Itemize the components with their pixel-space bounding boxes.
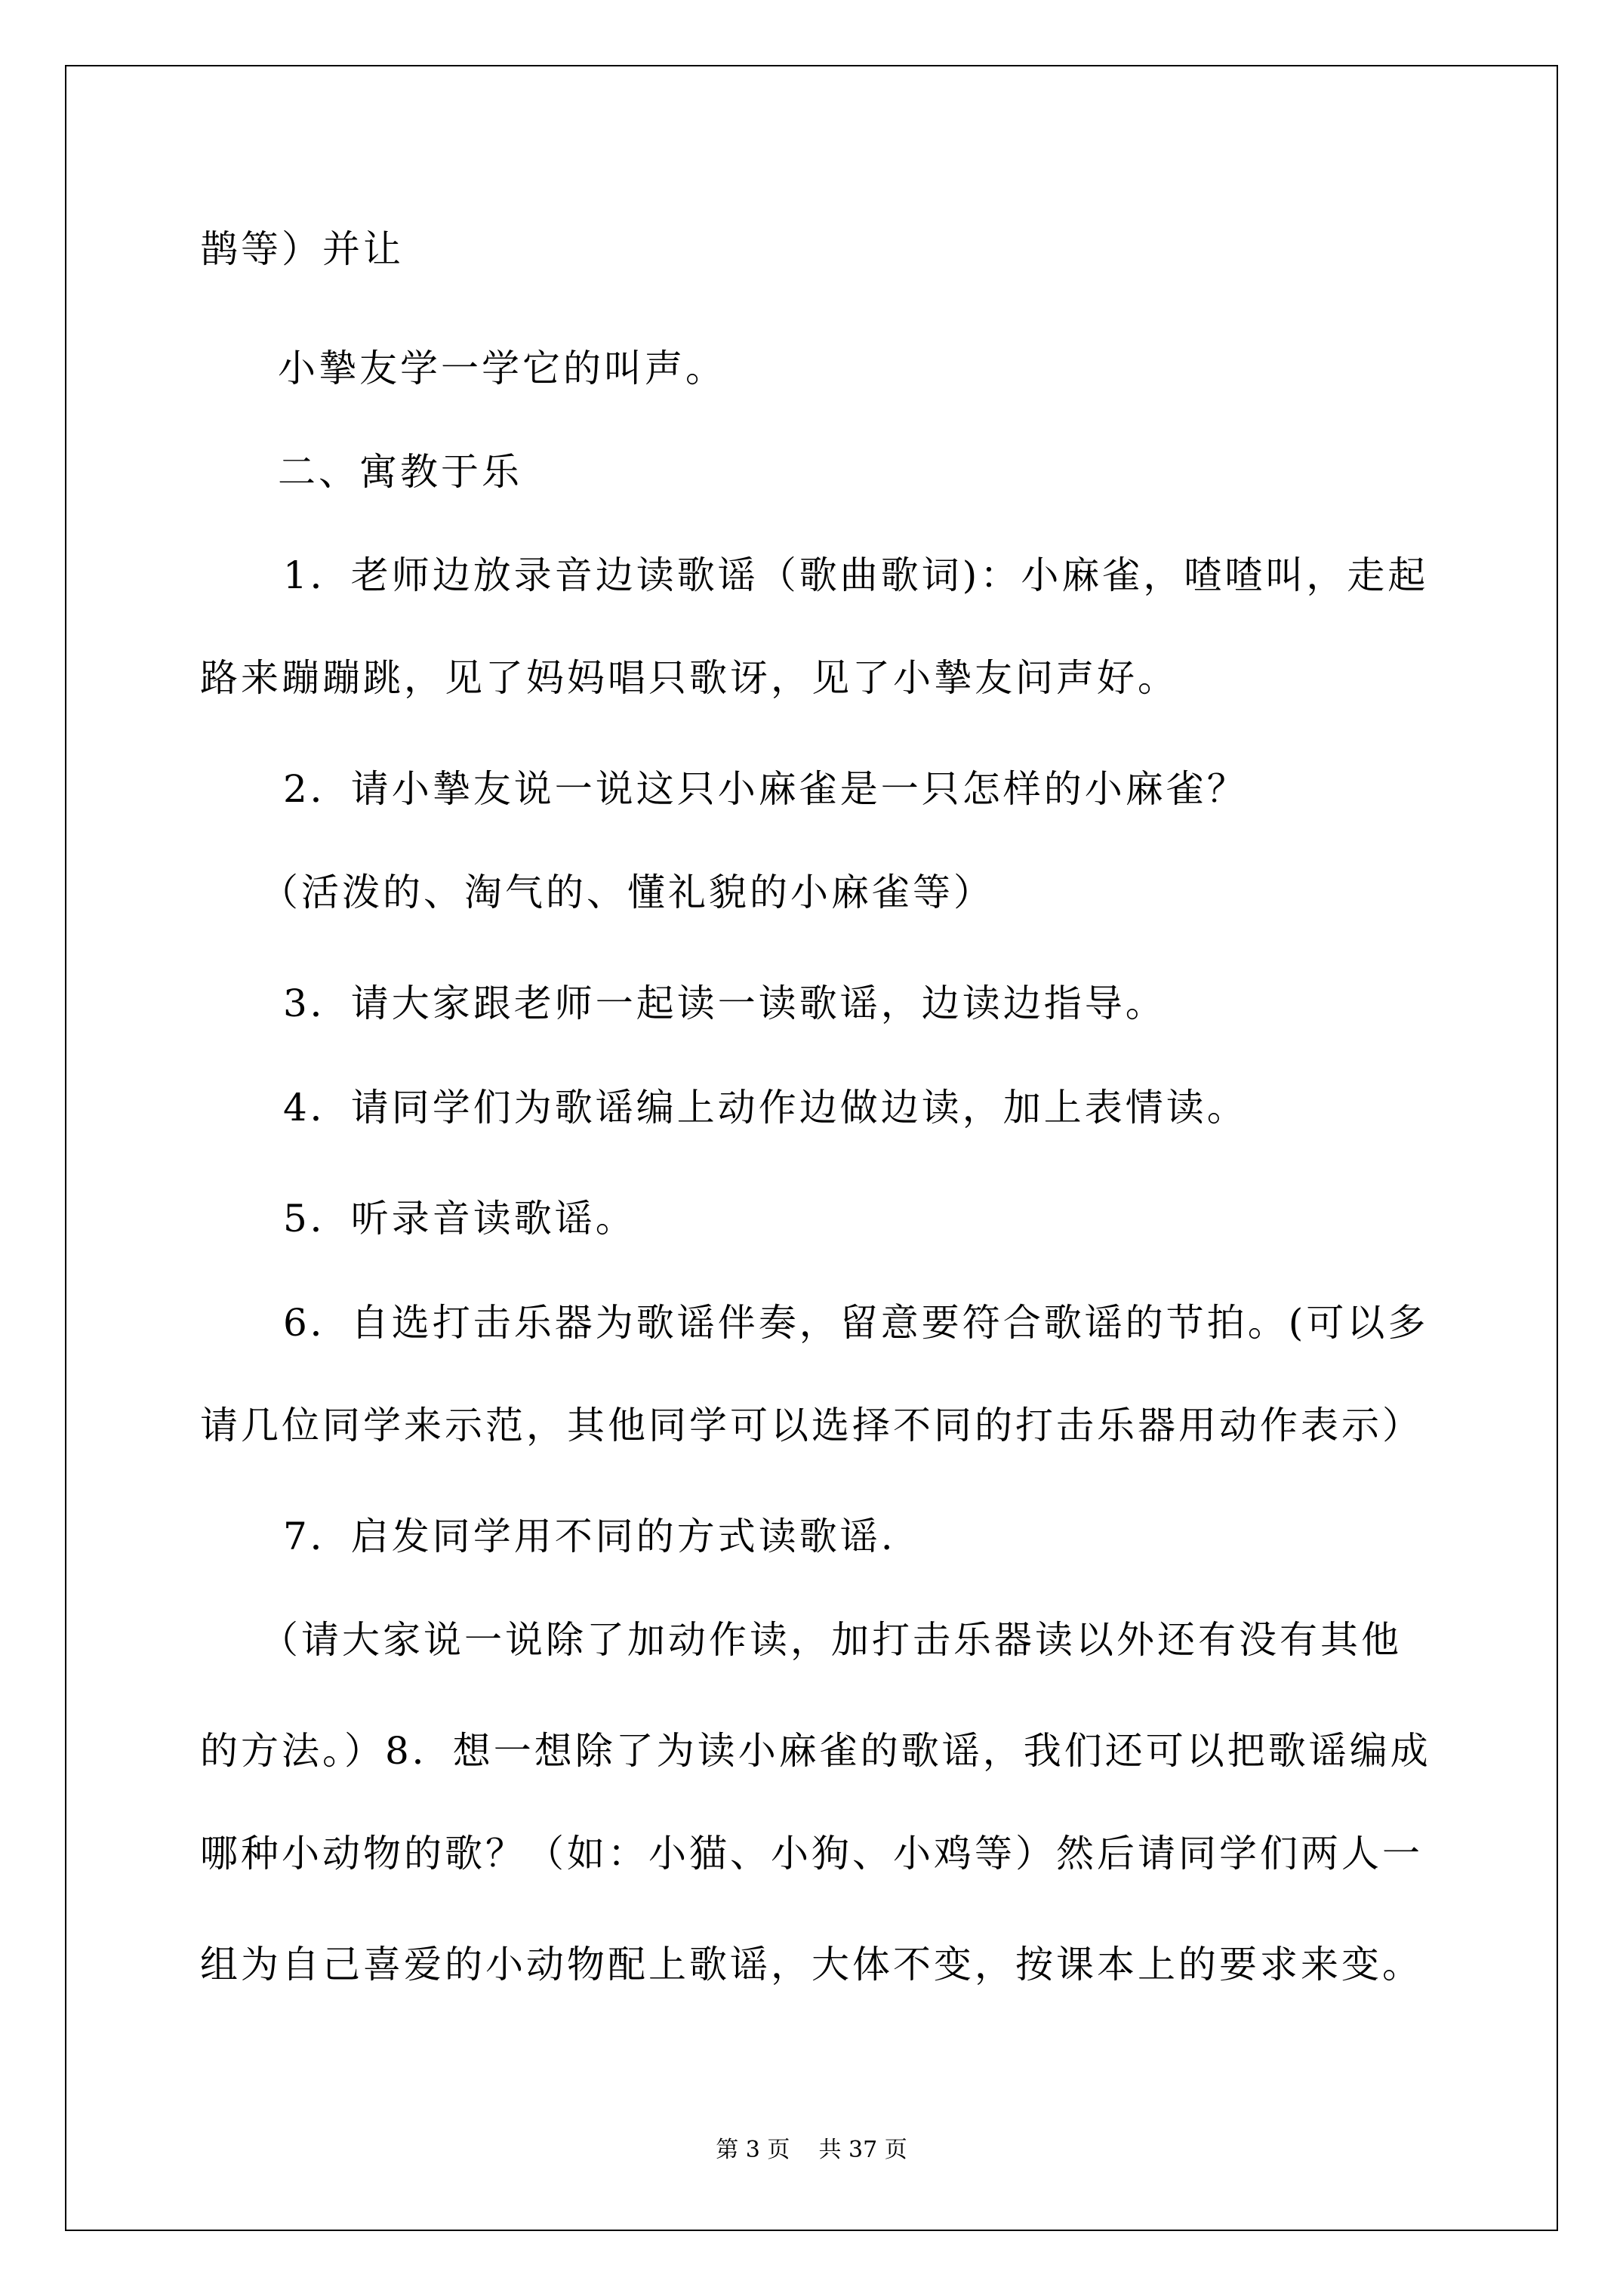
text-line-10: 5．听录音读歌谣。 — [283, 1197, 636, 1240]
text-line-5: 路来蹦蹦跳，见了妈妈唱只歌讶，见了小摯友问声好。 — [200, 656, 1178, 700]
text-line-7: （活泼的、淘气的、懂礼貌的小麻雀等） — [260, 871, 994, 914]
text-line-11: 6．自选打击乐器为歌谣伴奏，留意要符合歌谣的节拍。(可以多 — [283, 1301, 1429, 1345]
text-line-4: 1．老师边放录音边读歌谣（歌曲歌词)：小麻雀，喳喳叫，走起 — [283, 553, 1429, 597]
text-line-14: （请大家说一说除了加动作读，加打击乐器读以外还有没有其他 — [260, 1618, 1402, 1662]
page-number-footer: 第 3 页 共 37 页 — [716, 2137, 907, 2163]
text-line-12: 请几位同学来示范，其他同学可以选择不同的打击乐器用动作表示） — [200, 1404, 1423, 1447]
text-line-15: 的方法。）8．想一想除了为读小麻雀的歌谣，我们还可以把歌谣编成 — [200, 1729, 1431, 1773]
text-line-13: 7．启发同学用不同的方式读歌谣. — [283, 1515, 896, 1558]
section-heading: 二、寓教于乐 — [278, 450, 522, 494]
text-line-17: 组为自己喜爱的小动物配上歌谣，大体不变，按课本上的要求来变。 — [200, 1943, 1423, 1986]
text-line-16: 哪种小动物的歌？（如：小猫、小狗、小鸡等）然后请同学们两人一 — [200, 1832, 1423, 1875]
text-line-2: 小摯友学一学它的叫声。 — [278, 347, 726, 390]
text-line-8: 3．请大家跟老师一起读一读歌谣，边读边指导。 — [283, 982, 1166, 1025]
text-line-9: 4．请同学们为歌谣编上动作边做边读，加上表情读。 — [283, 1086, 1248, 1130]
text-line-1: 鹊等）并让 — [200, 227, 404, 271]
text-line-6: 2．请小摯友说一说这只小麻雀是一只怎样的小麻雀？ — [283, 767, 1248, 811]
